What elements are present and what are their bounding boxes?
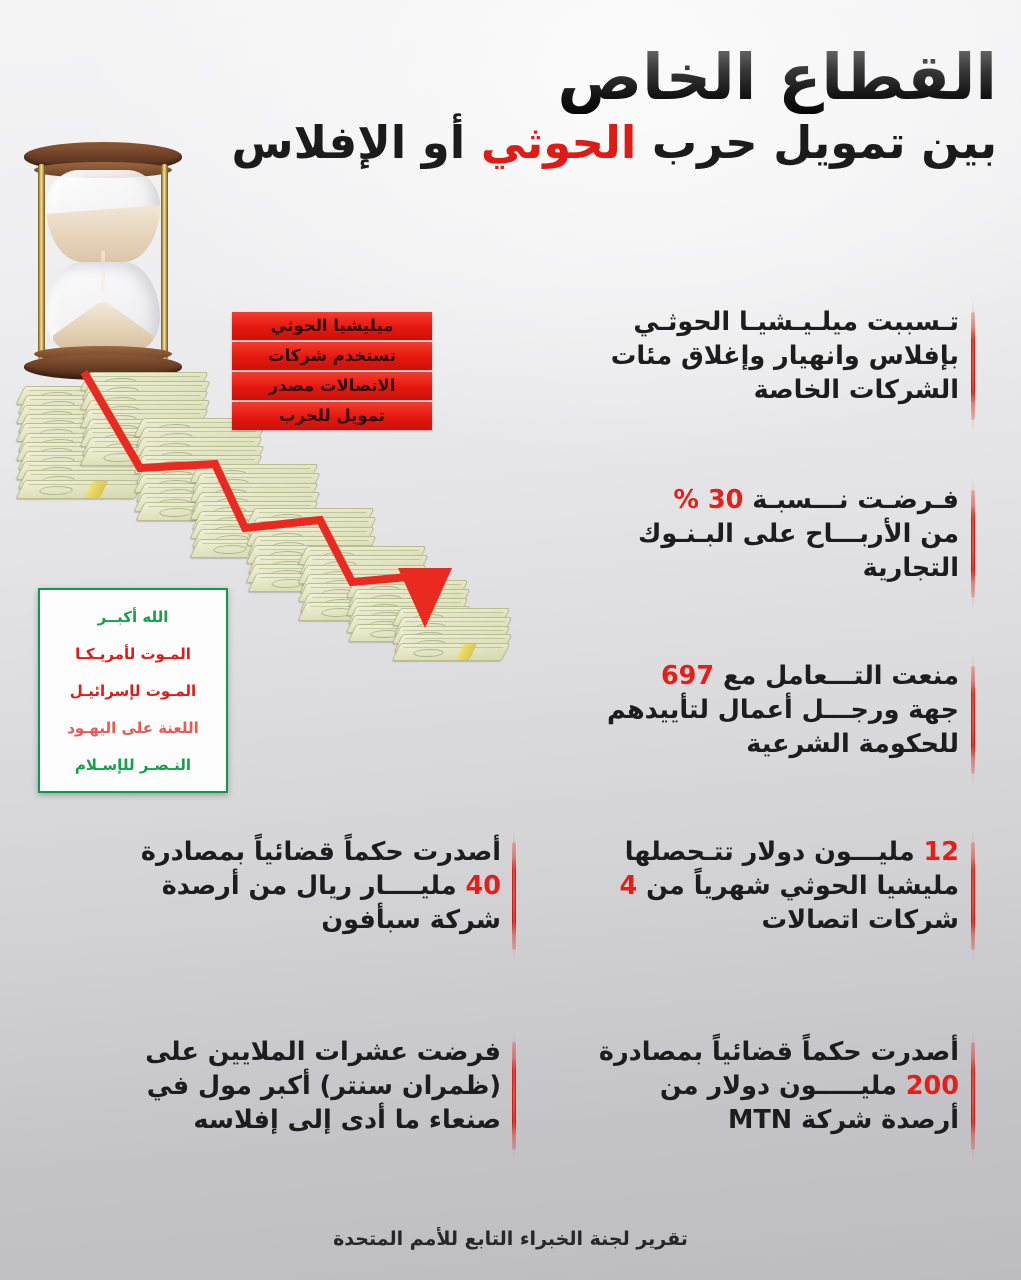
bullet-line: التجارية — [862, 552, 959, 583]
placard-line: الله أكبــر — [97, 607, 169, 626]
bullet-line: فرضت عشرات الملايين على — [145, 1037, 501, 1067]
bullet-line — [539, 1070, 959, 1104]
hourglass-glass — [46, 170, 160, 354]
bullet-line: جهة ورجـــل أعمال لتأييدهم — [606, 694, 959, 725]
placard-line: النـصـر للإسـلام — [74, 755, 192, 774]
bullet-rule — [971, 1042, 975, 1150]
placard-line: المـوت لإسرائيـل — [69, 681, 197, 700]
bullet-bank-profit-tax — [539, 484, 959, 586]
title-subtitle — [117, 118, 997, 168]
callout-line: ميليشيا الحوثي — [232, 312, 432, 340]
bullet-line: تـسببت ميلـيـشيـا الحوثـي — [633, 307, 959, 337]
callout-line: تستخدم شركات — [232, 342, 432, 370]
bullet-telecom-12-million — [539, 836, 959, 938]
bullet-number: 40 — [465, 870, 501, 901]
bullet-number: 30 % — [673, 485, 744, 515]
hourglass-lower-bulb — [46, 262, 160, 354]
hourglass-upper-bulb — [46, 170, 160, 262]
hourglass-post-left — [38, 164, 45, 360]
bullet-line: صنعاء ما أدى إلى إفلاسه — [193, 1104, 501, 1135]
title-main: القطاع الخاص — [117, 46, 997, 114]
bullet-number: 4 — [619, 870, 638, 901]
hourglass-icon — [22, 136, 184, 386]
bullet-line — [101, 870, 501, 904]
telecom-funding-callout — [232, 312, 432, 432]
title-sub-highlight: الحوثي — [480, 116, 637, 170]
bullet-dhamran-center — [101, 1036, 501, 1138]
title-sub-before: بين تمويل حرب — [636, 116, 997, 170]
bullet-line: (ظمران سنتر) أكبر مول في — [146, 1070, 501, 1101]
bullet-line — [539, 660, 959, 694]
callout-line: تمويل للحرب — [232, 402, 432, 430]
bullet-line: أرصدة شركة MTN — [728, 1104, 959, 1135]
bullet-line — [539, 836, 959, 870]
bullet-rule — [512, 842, 516, 950]
bullet-mtn-200-million — [539, 1036, 959, 1138]
bullet-line: من الأربـــاح على البـنـوك — [637, 518, 959, 549]
bullet-line: أصدرت حكماً قضائياً بمصادرة — [140, 837, 501, 867]
placard-line: المـوت لأمريـكـا — [75, 644, 191, 663]
bullet-line — [539, 484, 959, 518]
bullet-line: شركة سبأفون — [321, 904, 501, 935]
bullet-line: شركات اتصالات — [761, 904, 959, 935]
bullet-rule — [971, 666, 975, 774]
hourglass-post-right — [161, 164, 168, 360]
bullet-number: 200 — [905, 1070, 959, 1101]
bullet-rule — [971, 490, 975, 598]
bullet-number: 697 — [660, 661, 715, 691]
bullet-rule — [971, 842, 975, 950]
bullet-text: منعت التـــعامل مع — [714, 661, 959, 691]
bullet-text: مليـــــون دولار من — [659, 1070, 906, 1101]
bullet-text: فـرضـت نـــسبـة — [743, 485, 959, 515]
bullet-line: أصدرت حكماً قضائياً بمصادرة — [598, 1037, 959, 1067]
title-sub-after: أو الإفلاس — [231, 116, 481, 170]
bullet-rule — [512, 1042, 516, 1150]
bullet-line: بإفلاس وانهيار وإغلاق مئات — [610, 340, 959, 371]
bullet-line: الشركات الخاصة — [753, 374, 959, 405]
source-footer: تقرير لجنة الخبراء التابع للأمم المتحدة — [333, 1228, 688, 1250]
bullet-rule — [971, 312, 975, 420]
bullet-text: مليــــار ريال من أرصدة — [161, 870, 466, 901]
bullet-text: مليشيا الحوثي شهرياً من — [637, 870, 959, 901]
page-title — [117, 41, 997, 170]
placard-line: اللعنة على اليهـود — [67, 718, 199, 737]
bullet-sabafon-40-billion — [101, 836, 501, 938]
bullet-line: للحكومة الشرعية — [746, 728, 959, 759]
houthi-slogan-placard — [38, 588, 228, 793]
bullet-bankruptcies — [539, 306, 959, 408]
callout-line: الاتصالات مصدر — [232, 372, 432, 400]
bullet-line — [539, 870, 959, 904]
bullet-number: 12 — [923, 837, 959, 867]
bullet-text: مليـــون دولار تتـحصلها — [624, 837, 924, 867]
bullet-blacklist-697 — [539, 660, 959, 762]
